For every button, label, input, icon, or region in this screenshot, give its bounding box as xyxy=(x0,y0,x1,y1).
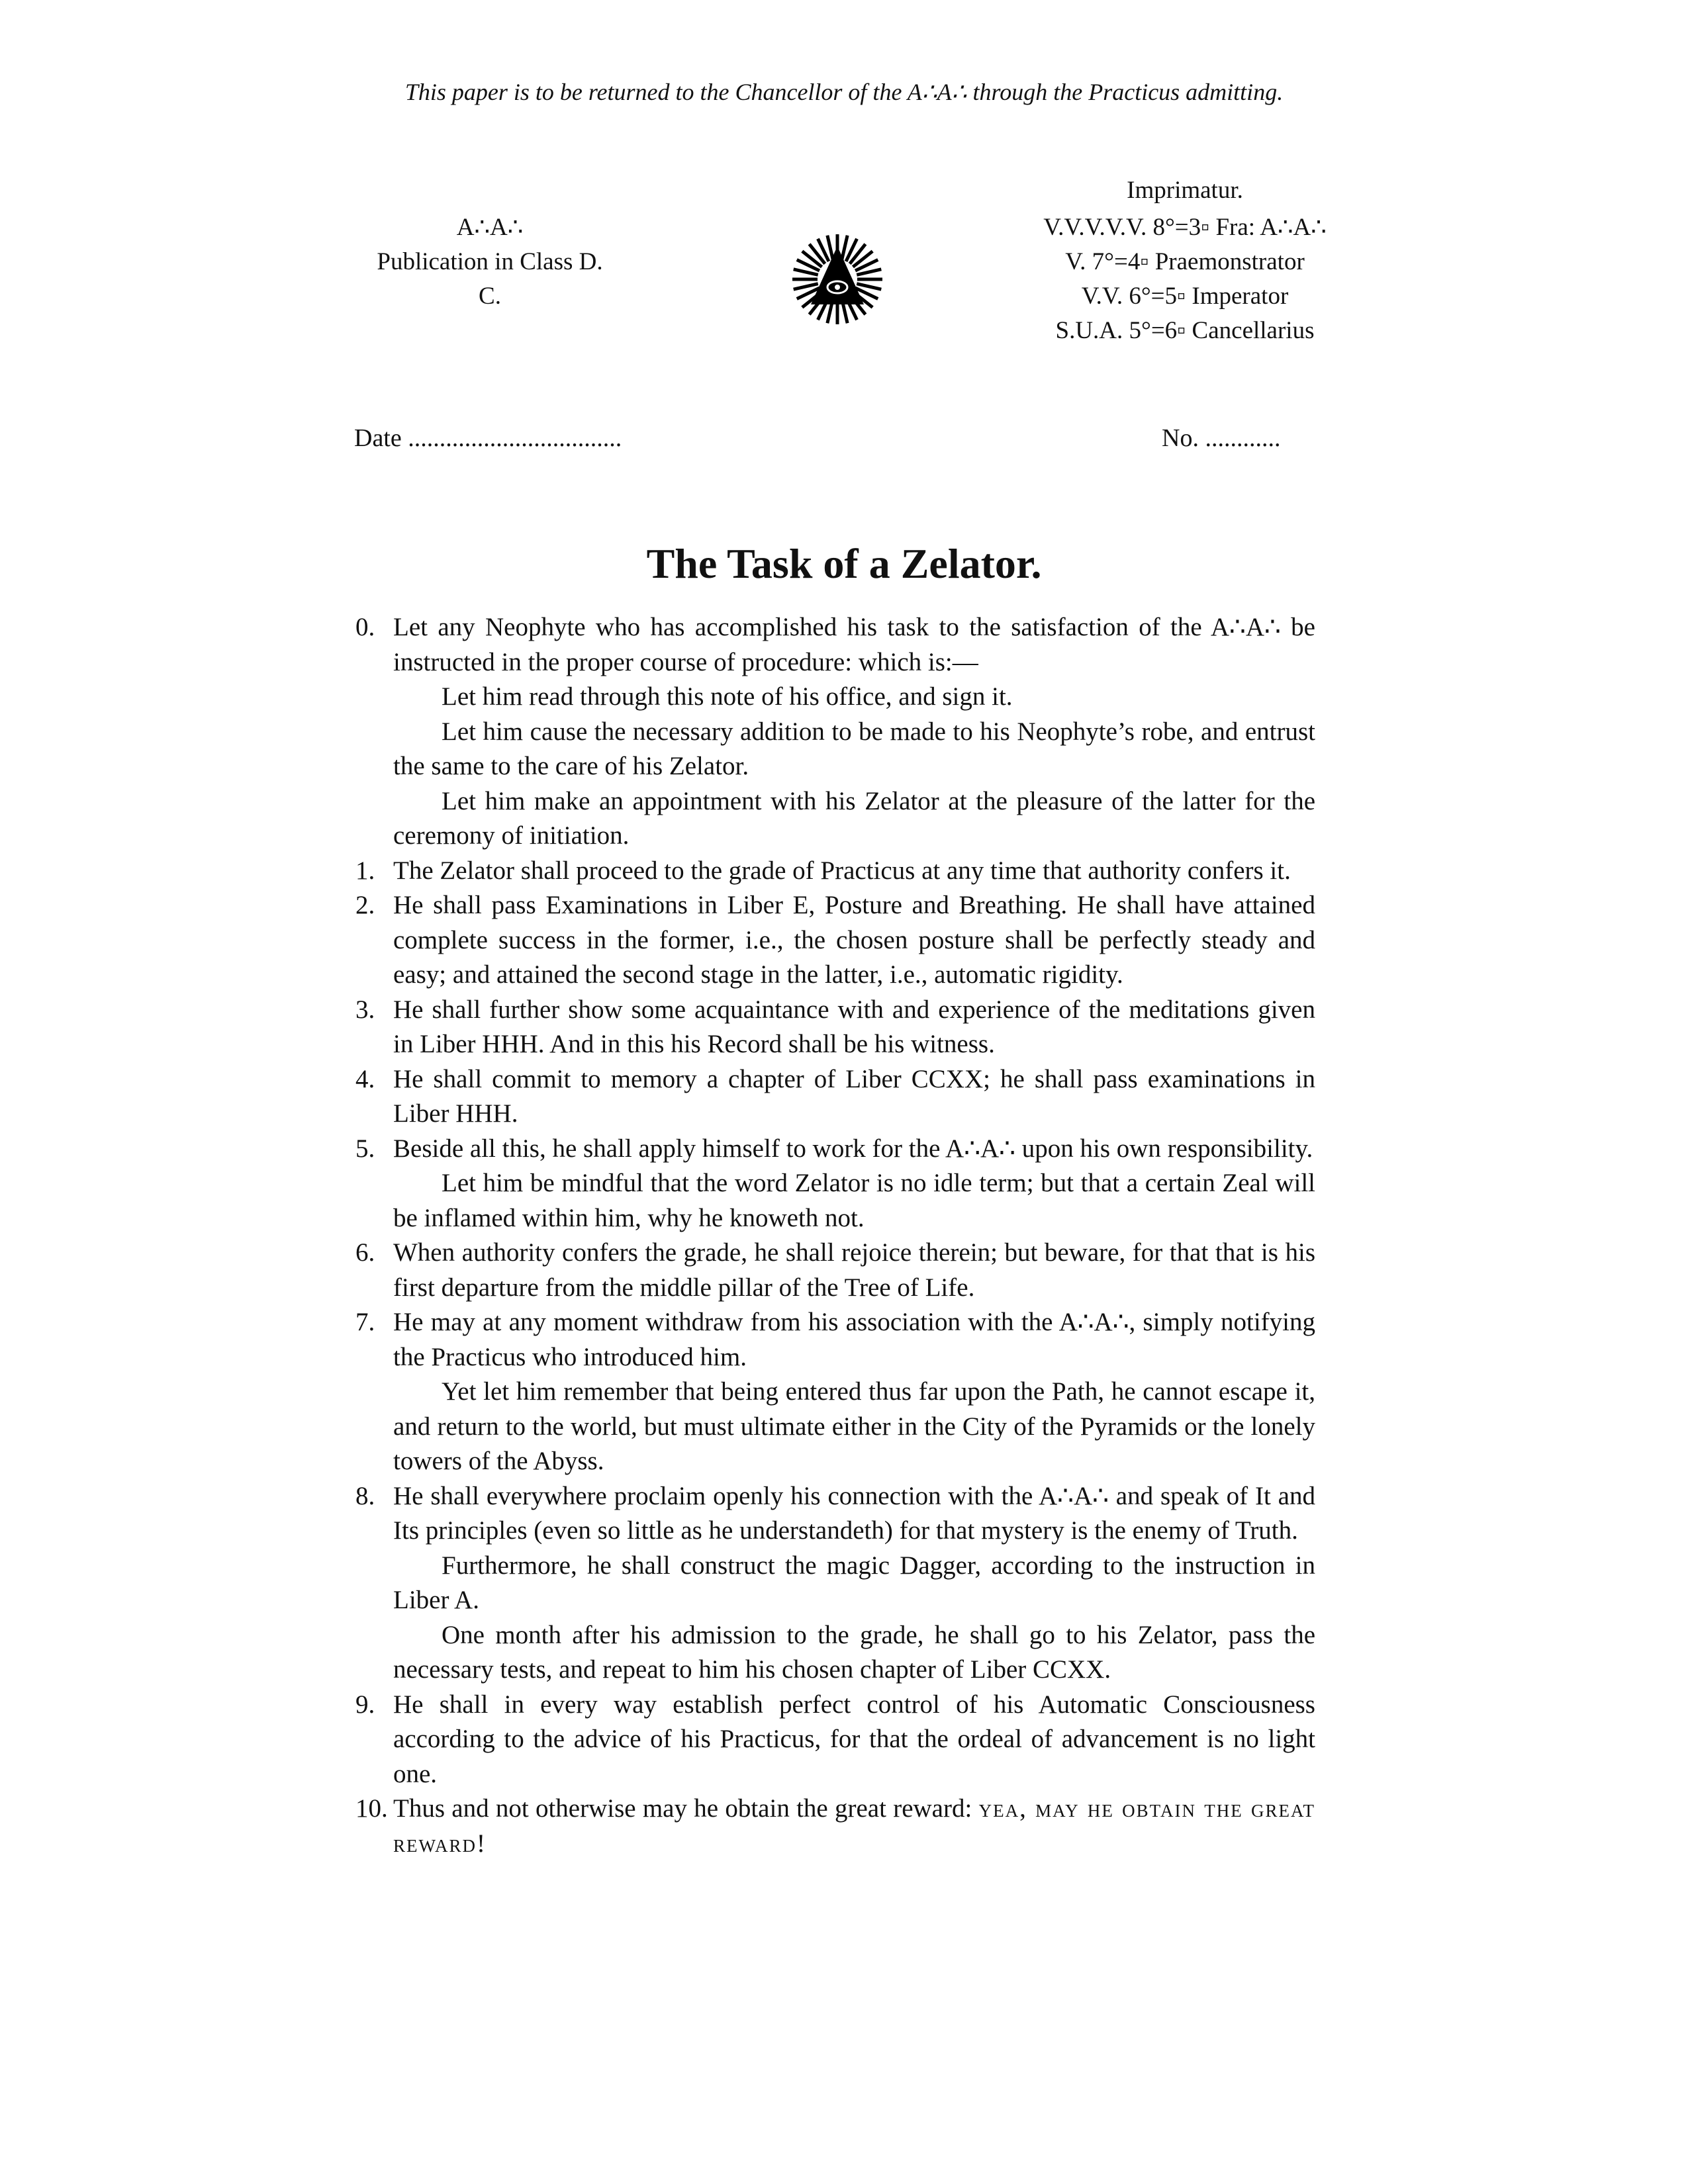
item-number: 6. xyxy=(355,1238,375,1267)
paragraph-text: He shall commit to memory a chapter of Liber CCXX; he shall pass examinations in Liber HHH. xyxy=(393,1064,1315,1128)
item-paragraph xyxy=(393,888,1315,993)
imprimatur-line: V.V. 6°=5▫ Imperator xyxy=(1081,283,1289,310)
paragraph-text: He shall in every way establish perfect control of his Automatic Consciousness according to the advice of his Practicus, for that the ordeal of advancement is no light one. xyxy=(393,1690,1315,1788)
paragraph-text: Yet let him remember that being entered thus far upon the Path, he cannot escape it, and return to the world, but must ultimate either in the City of the Pyramids or the lonely towers of the Abyss. xyxy=(393,1377,1315,1475)
emblem-ray xyxy=(794,284,818,289)
item-paragraph xyxy=(393,854,1315,889)
imprimatur-line: S.U.A. 5°=6▫ Cancellarius xyxy=(1055,317,1315,344)
task-item xyxy=(355,1236,1315,1305)
return-notice: This paper is to be returned to the Chancellor of the A∴A∴ through the Practicus admitting. xyxy=(404,79,1284,105)
task-item xyxy=(355,1688,1315,1792)
paragraph-text: He shall pass Examinations in Liber E, Posture and Breathing. He shall have attained complete success in the former, i.e., the chosen posture shall be perfectly steady and easy; and attained the second stage in the latter, i.e., automatic rigidity. xyxy=(393,891,1315,989)
item-paragraph xyxy=(393,1236,1315,1305)
emblem-ray xyxy=(794,269,818,275)
item-paragraph xyxy=(393,1062,1315,1132)
paragraph-text: He shall everywhere proclaim openly his connection with the A∴A∴ and speak of It and Its principles (even so little as he understandeth) for that mystery is the enemy of Truth. xyxy=(393,1481,1315,1545)
item-paragraph xyxy=(393,1688,1315,1792)
task-item xyxy=(355,1792,1315,1861)
task-item xyxy=(355,854,1315,889)
paragraph-text: Furthermore, he shall construct the magic Dagger, according to the instruction in Liber A. xyxy=(393,1551,1315,1614)
item-number: 1. xyxy=(355,856,375,885)
item-paragraph xyxy=(393,715,1315,784)
eye-in-triangle-icon xyxy=(791,233,884,326)
task-list xyxy=(355,610,1315,1861)
task-item xyxy=(355,1305,1315,1479)
paragraph-text: Beside all this, he shall apply himself to work for the A∴A∴ upon his own responsibility. xyxy=(393,1134,1313,1163)
item-number: 5. xyxy=(355,1134,375,1163)
paragraph-text: He shall further show some acquaintance with and experience of the meditations given in Liber HHH. And in this his Record shall be his witness. xyxy=(393,995,1315,1058)
imprimatur-line: V. 7°=4▫ Praemonstrator xyxy=(1065,248,1305,275)
imprimatur-heading: Imprimatur. xyxy=(1127,177,1243,204)
item-number: 8. xyxy=(355,1481,375,1510)
item-paragraph xyxy=(393,1618,1315,1688)
paragraph-text: Let any Neophyte who has accomplished his task to the satisfaction of the A∴A∴ be instructed in the proper course of procedure: which is:— xyxy=(393,613,1315,676)
imprimatur-line: V.V.V.V.V. 8°=3▫ Fra: A∴A∴ xyxy=(1043,214,1327,241)
item-paragraph xyxy=(393,784,1315,854)
publication-number: C. xyxy=(479,283,501,310)
publication-block xyxy=(331,210,649,314)
task-item xyxy=(355,1132,1315,1236)
task-item xyxy=(355,993,1315,1062)
task-item xyxy=(355,1479,1315,1688)
paragraph-text: Let him be mindful that the word Zelator is no idle term; but that a certain Zeal will be inflamed within him, why he knoweth not. xyxy=(393,1169,1315,1232)
item-paragraph xyxy=(393,680,1315,715)
emblem-ray xyxy=(827,236,833,260)
document-title: The Task of a Zelator. xyxy=(646,540,1042,587)
item-number: 3. xyxy=(355,995,375,1024)
item-paragraph xyxy=(393,1549,1315,1618)
publication-class: Publication in Class D. xyxy=(377,248,603,275)
item-number: 0. xyxy=(355,613,375,641)
item-paragraph xyxy=(393,1479,1315,1549)
paragraph-text: Thus and not otherwise may he obtain the great reward: xyxy=(393,1794,972,1823)
item-number: 2. xyxy=(355,891,375,919)
item-number: 4. xyxy=(355,1064,375,1093)
number-field: No. ............ xyxy=(1162,424,1281,452)
order-name: A∴A∴ xyxy=(456,214,524,241)
task-item xyxy=(355,888,1315,993)
closing-phrase: yea, may he obtain the great reward! xyxy=(393,1794,1316,1858)
item-paragraph xyxy=(393,1375,1315,1479)
item-paragraph xyxy=(393,1166,1315,1236)
emblem-ray xyxy=(842,236,847,260)
task-item xyxy=(355,610,1315,854)
date-field: Date .................................. xyxy=(354,424,622,452)
imprimatur-block xyxy=(993,173,1377,348)
item-paragraph xyxy=(393,1132,1315,1167)
task-item xyxy=(355,1062,1315,1132)
item-paragraph xyxy=(393,610,1315,680)
item-number: 10. xyxy=(355,1794,388,1823)
paragraph-text: Let him cause the necessary addition to be made to his Neophyte’s robe, and entrust the same to the care of his Zelator. xyxy=(393,717,1315,780)
item-paragraph xyxy=(393,1305,1315,1375)
paragraph-text: When authority confers the grade, he shall rejoice therein; but beware, for that that is his first departure from the middle pillar of the Tree of Life. xyxy=(393,1238,1315,1302)
item-number: 7. xyxy=(355,1308,375,1336)
item-paragraph xyxy=(393,1792,1315,1861)
paragraph-text: Let him make an appointment with his Zelator at the pleasure of the latter for the ceremony of initiation. xyxy=(393,786,1315,850)
emblem-ray xyxy=(857,269,881,275)
paragraph-text: Let him read through this note of his office, and sign it. xyxy=(442,682,1013,711)
item-number: 9. xyxy=(355,1690,375,1719)
emblem-ray xyxy=(857,284,881,289)
item-paragraph xyxy=(393,993,1315,1062)
paragraph-text: One month after his admission to the grade, he shall go to his Zelator, pass the necessary tests, and repeat to him his chosen chapter of Liber CCXX. xyxy=(393,1620,1315,1684)
paragraph-text: He may at any moment withdraw from his association with the A∴A∴, simply notifying the Practicus who introduced him. xyxy=(393,1308,1315,1371)
paragraph-text: The Zelator shall proceed to the grade of Practicus at any time that authority confers it. xyxy=(393,856,1291,885)
